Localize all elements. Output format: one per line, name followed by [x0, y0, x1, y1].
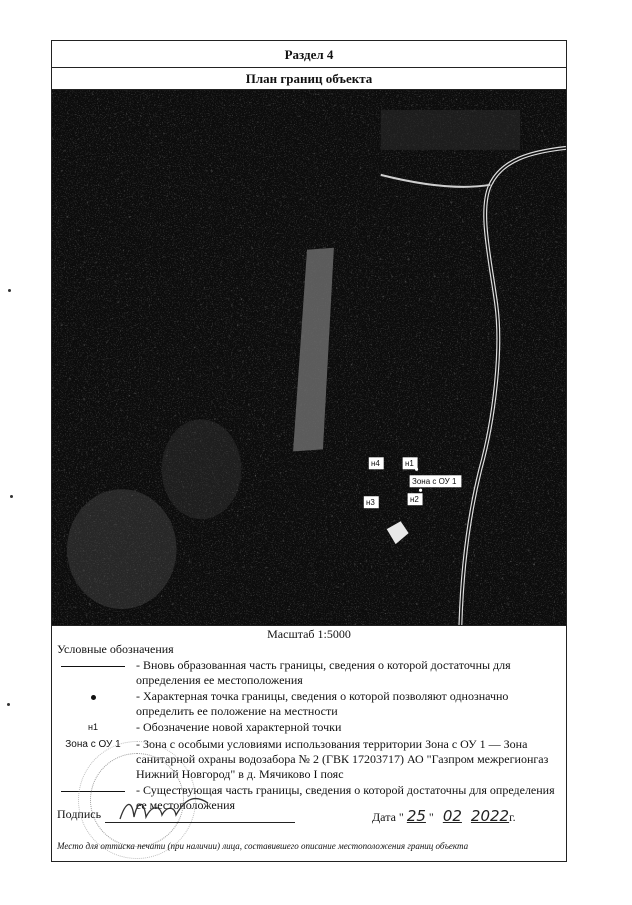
- legend-text: - Обозначение новой характерной точки: [136, 720, 342, 734]
- legend-text: - Вновь образованная часть границы, сведения о которой достаточны для определения ее местоположения: [136, 658, 511, 687]
- legend-text: - Характерная точка границы, сведения о которой позволяют однозначно определить ее положение на местности: [136, 689, 509, 718]
- legend-symbol-new-point: н1: [88, 722, 98, 732]
- date-suffix: г.: [509, 810, 516, 824]
- point-label-n3: н3: [366, 498, 375, 507]
- legend-title: Условные обозначения: [57, 642, 174, 656]
- point-label-n2: н2: [410, 495, 419, 504]
- map-image: [52, 90, 566, 625]
- scan-dot: [8, 289, 11, 292]
- legend-text: - Зона с особыми условиями использования территории Зона с ОУ 1 — Зона санитарной охраны водозабора № 2 (ГВК 17203717) АО "Газпром межрегионгаз Нижний Новгород" в д. Мячиково I пояс: [136, 737, 549, 781]
- scan-dot: [10, 495, 13, 498]
- date-year: 2022: [470, 807, 510, 825]
- legend-symbol-new-boundary: [57, 658, 129, 673]
- legend-symbol-zone: Зона с ОУ 1: [65, 739, 121, 750]
- document-frame: [51, 40, 567, 862]
- handwritten-signature: [116, 793, 216, 825]
- scan-dot: [7, 703, 10, 706]
- zone-label: Зона с ОУ 1: [412, 477, 457, 486]
- point-label-n1: н1: [405, 459, 414, 468]
- date-label: Дата: [372, 810, 396, 824]
- point-label-n4: н4: [371, 459, 380, 468]
- signature-line: [105, 822, 295, 823]
- date-day: 25: [406, 807, 426, 825]
- footer-note: Место для оттиска печати (при наличии) лица, составившего описание местоположения границ объекта: [57, 841, 469, 851]
- satellite-map: [52, 90, 566, 626]
- legend-symbol-point: [57, 689, 129, 704]
- section-heading: Раздел 4: [52, 41, 566, 68]
- signature-label: Подпись: [57, 807, 102, 821]
- date-month: 02: [442, 807, 462, 825]
- plan-title: План границ объекта: [52, 68, 566, 90]
- legend-text: - Существующая часть границы, сведения о которой достаточны для определения ее местоположения: [136, 783, 555, 812]
- date-field: Дата " 25 " 02 2022г.: [372, 807, 516, 825]
- map-scale: Масштаб 1:5000: [267, 627, 351, 641]
